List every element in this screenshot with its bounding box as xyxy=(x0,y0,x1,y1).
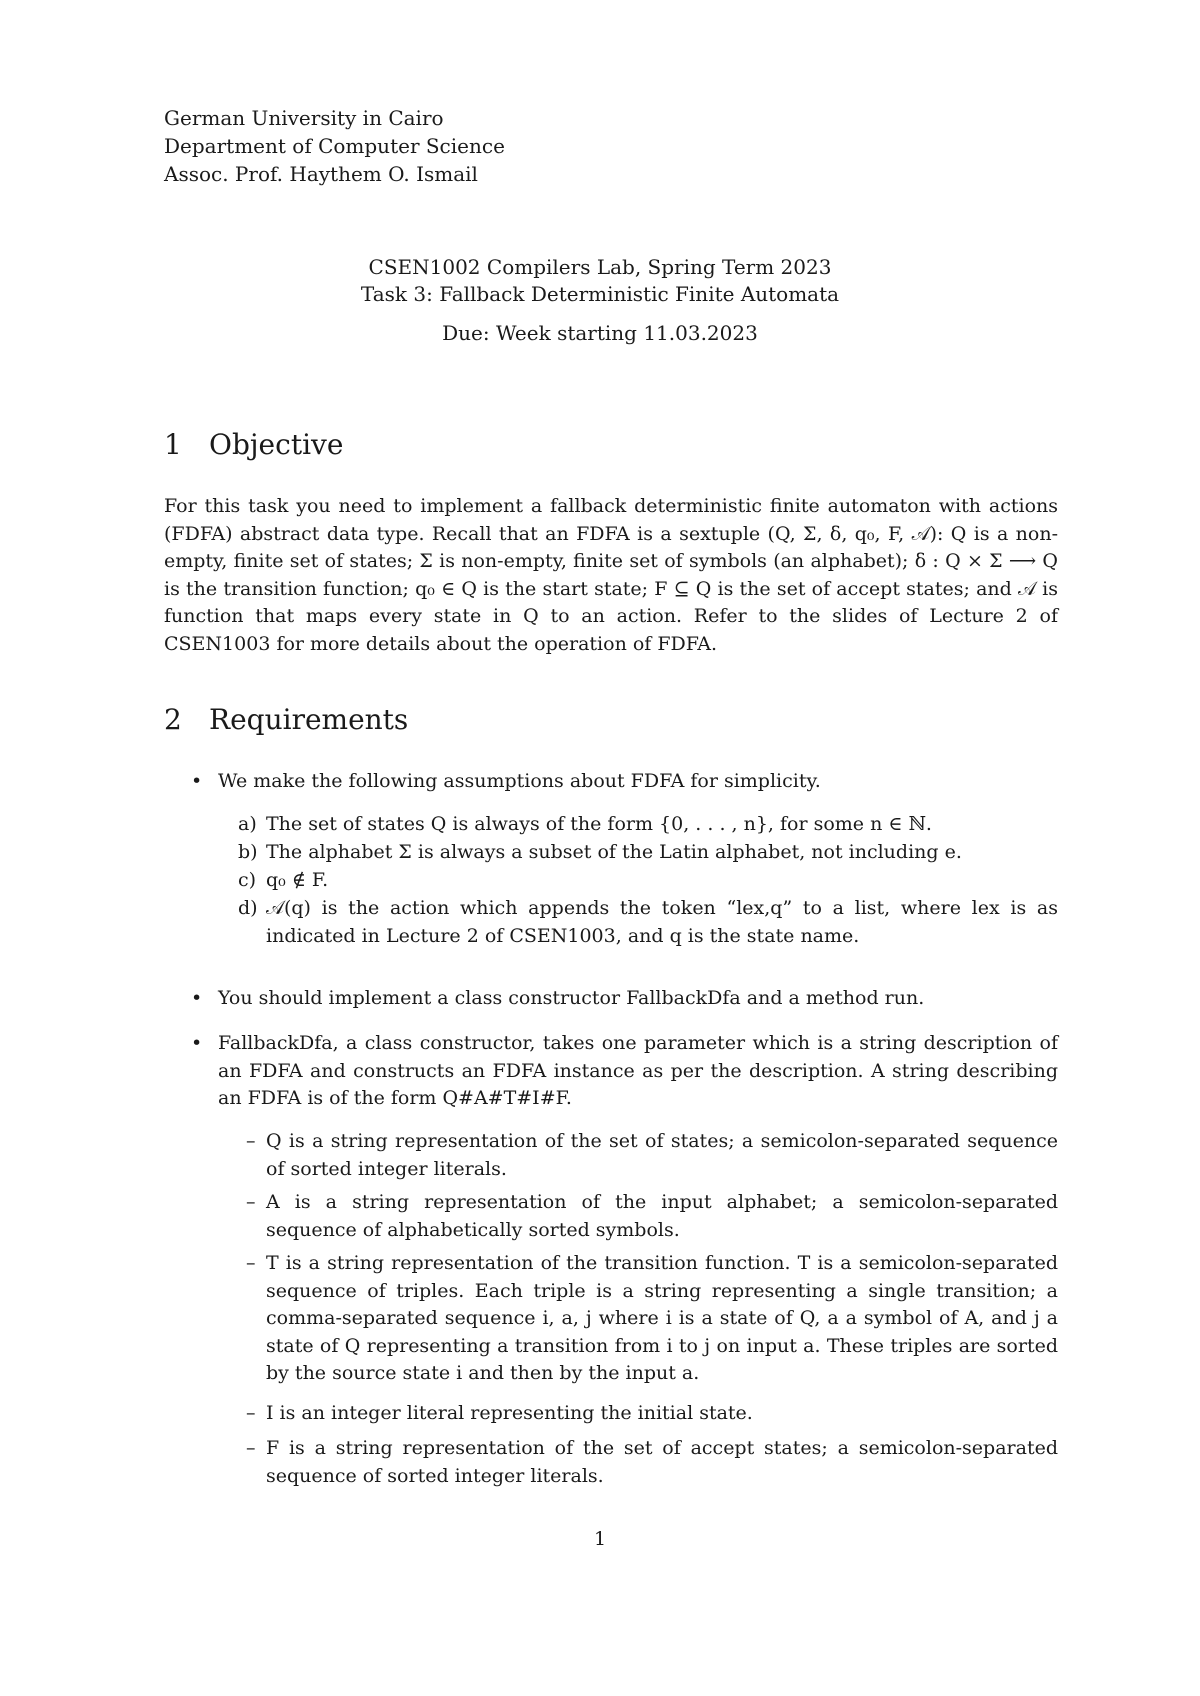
assumption-item: The set of states Q is always of the form {0, . . . , n}, for some n ∈ ℕ. xyxy=(266,813,932,835)
objective-text: For this task you need to implement a fallback deterministic finite automaton with actions (FDFA) abstract data type. Recall that an FDFA is a sextuple (Q, Σ, δ, q₀, F, 𝒜): Q is a non-empty, finite set of states; Σ is non-empty, finite set of symbols (an alphabet); δ : Q × Σ ⟶ Q is the transition function; q₀ ∈ Q is the start state; F ⊆ Q is the set of accept states; and 𝒜 is function that maps every state in Q to an action. Refer to the slides of Lecture 2 of CSEN1003 for more details about the operation of FDFA. xyxy=(164,495,1058,655)
requirement-bullet-1: We make the following assumptions about FDFA for simplicity. xyxy=(218,770,821,792)
section-number: 1 xyxy=(164,428,182,461)
page-number: 1 xyxy=(593,1528,607,1550)
task-title: Task 3: Fallback Deterministic Finite Automata xyxy=(360,282,840,306)
list-label: a) xyxy=(238,813,257,835)
requirement-bullet-2: You should implement a class constructor FallbackDfa and a method run. xyxy=(218,987,925,1009)
list-label: – xyxy=(246,1252,256,1274)
list-label: – xyxy=(246,1130,256,1152)
course-title: CSEN1002 Compilers Lab, Spring Term 2023 xyxy=(368,255,832,279)
requirement-bullet-3: FallbackDfa, a class constructor, takes one parameter which is a string description of an FDFA and constructs an FDFA instance as per the description. A string describing an FDFA is of the form Q#A#T#I#F. xyxy=(218,1032,1058,1109)
section-number: 2 xyxy=(164,703,182,736)
list-label: – xyxy=(246,1437,256,1459)
assumption-item: 𝒜(q) is the action which appends the token “lex,q” to a list, where lex is as indicated in Lecture 2 of CSEN1003, and q is the state name. xyxy=(266,897,1058,947)
section-requirements-heading xyxy=(164,703,408,737)
list-label: c) xyxy=(238,869,257,891)
component-item-q: Q is a string representation of the set of states; a semicolon-separated sequence of sorted integer literals. xyxy=(266,1130,1058,1180)
assumption-item: q₀ ∉ F. xyxy=(266,869,329,891)
bullet-icon: • xyxy=(191,987,203,1009)
list-label: – xyxy=(246,1191,256,1213)
header-block xyxy=(164,104,505,188)
due-date: Due: Week starting 11.03.2023 xyxy=(442,321,758,345)
list-label: b) xyxy=(238,841,258,863)
assumption-item: The alphabet Σ is always a subset of the Latin alphabet, not including e. xyxy=(266,841,962,863)
objective-paragraph xyxy=(164,493,1058,658)
component-item-i: I is an integer literal representing the initial state. xyxy=(266,1402,753,1424)
bullet-icon: • xyxy=(191,1032,203,1054)
section-title: Objective xyxy=(209,428,344,461)
component-item-a: A is a string representation of the input alphabet; a semicolon-separated sequence of alphabetically sorted symbols. xyxy=(266,1191,1058,1241)
section-title: Requirements xyxy=(209,703,409,736)
section-objective-heading xyxy=(164,428,343,462)
title-block xyxy=(0,254,1200,347)
component-item-f: F is a string representation of the set of accept states; a semicolon-separated sequence of sorted integer literals. xyxy=(266,1437,1058,1487)
list-label: d) xyxy=(238,897,258,919)
university-name: German University in Cairo xyxy=(164,106,444,130)
department-name: Department of Computer Science xyxy=(164,134,505,158)
bullet-icon: • xyxy=(191,770,203,792)
component-item-t: T is a string representation of the transition function. T is a semicolon-separated sequence of triples. Each triple is a string representing a single transition; a comma-separated sequence i, a, j where i is a state of Q, a a symbol of A, and j a state of Q representing a transition from i to j on input a. These triples are sorted by the source state i and then by the input a. xyxy=(266,1252,1058,1384)
list-label: – xyxy=(246,1402,256,1424)
professor-name: Assoc. Prof. Haythem O. Ismail xyxy=(164,162,478,186)
